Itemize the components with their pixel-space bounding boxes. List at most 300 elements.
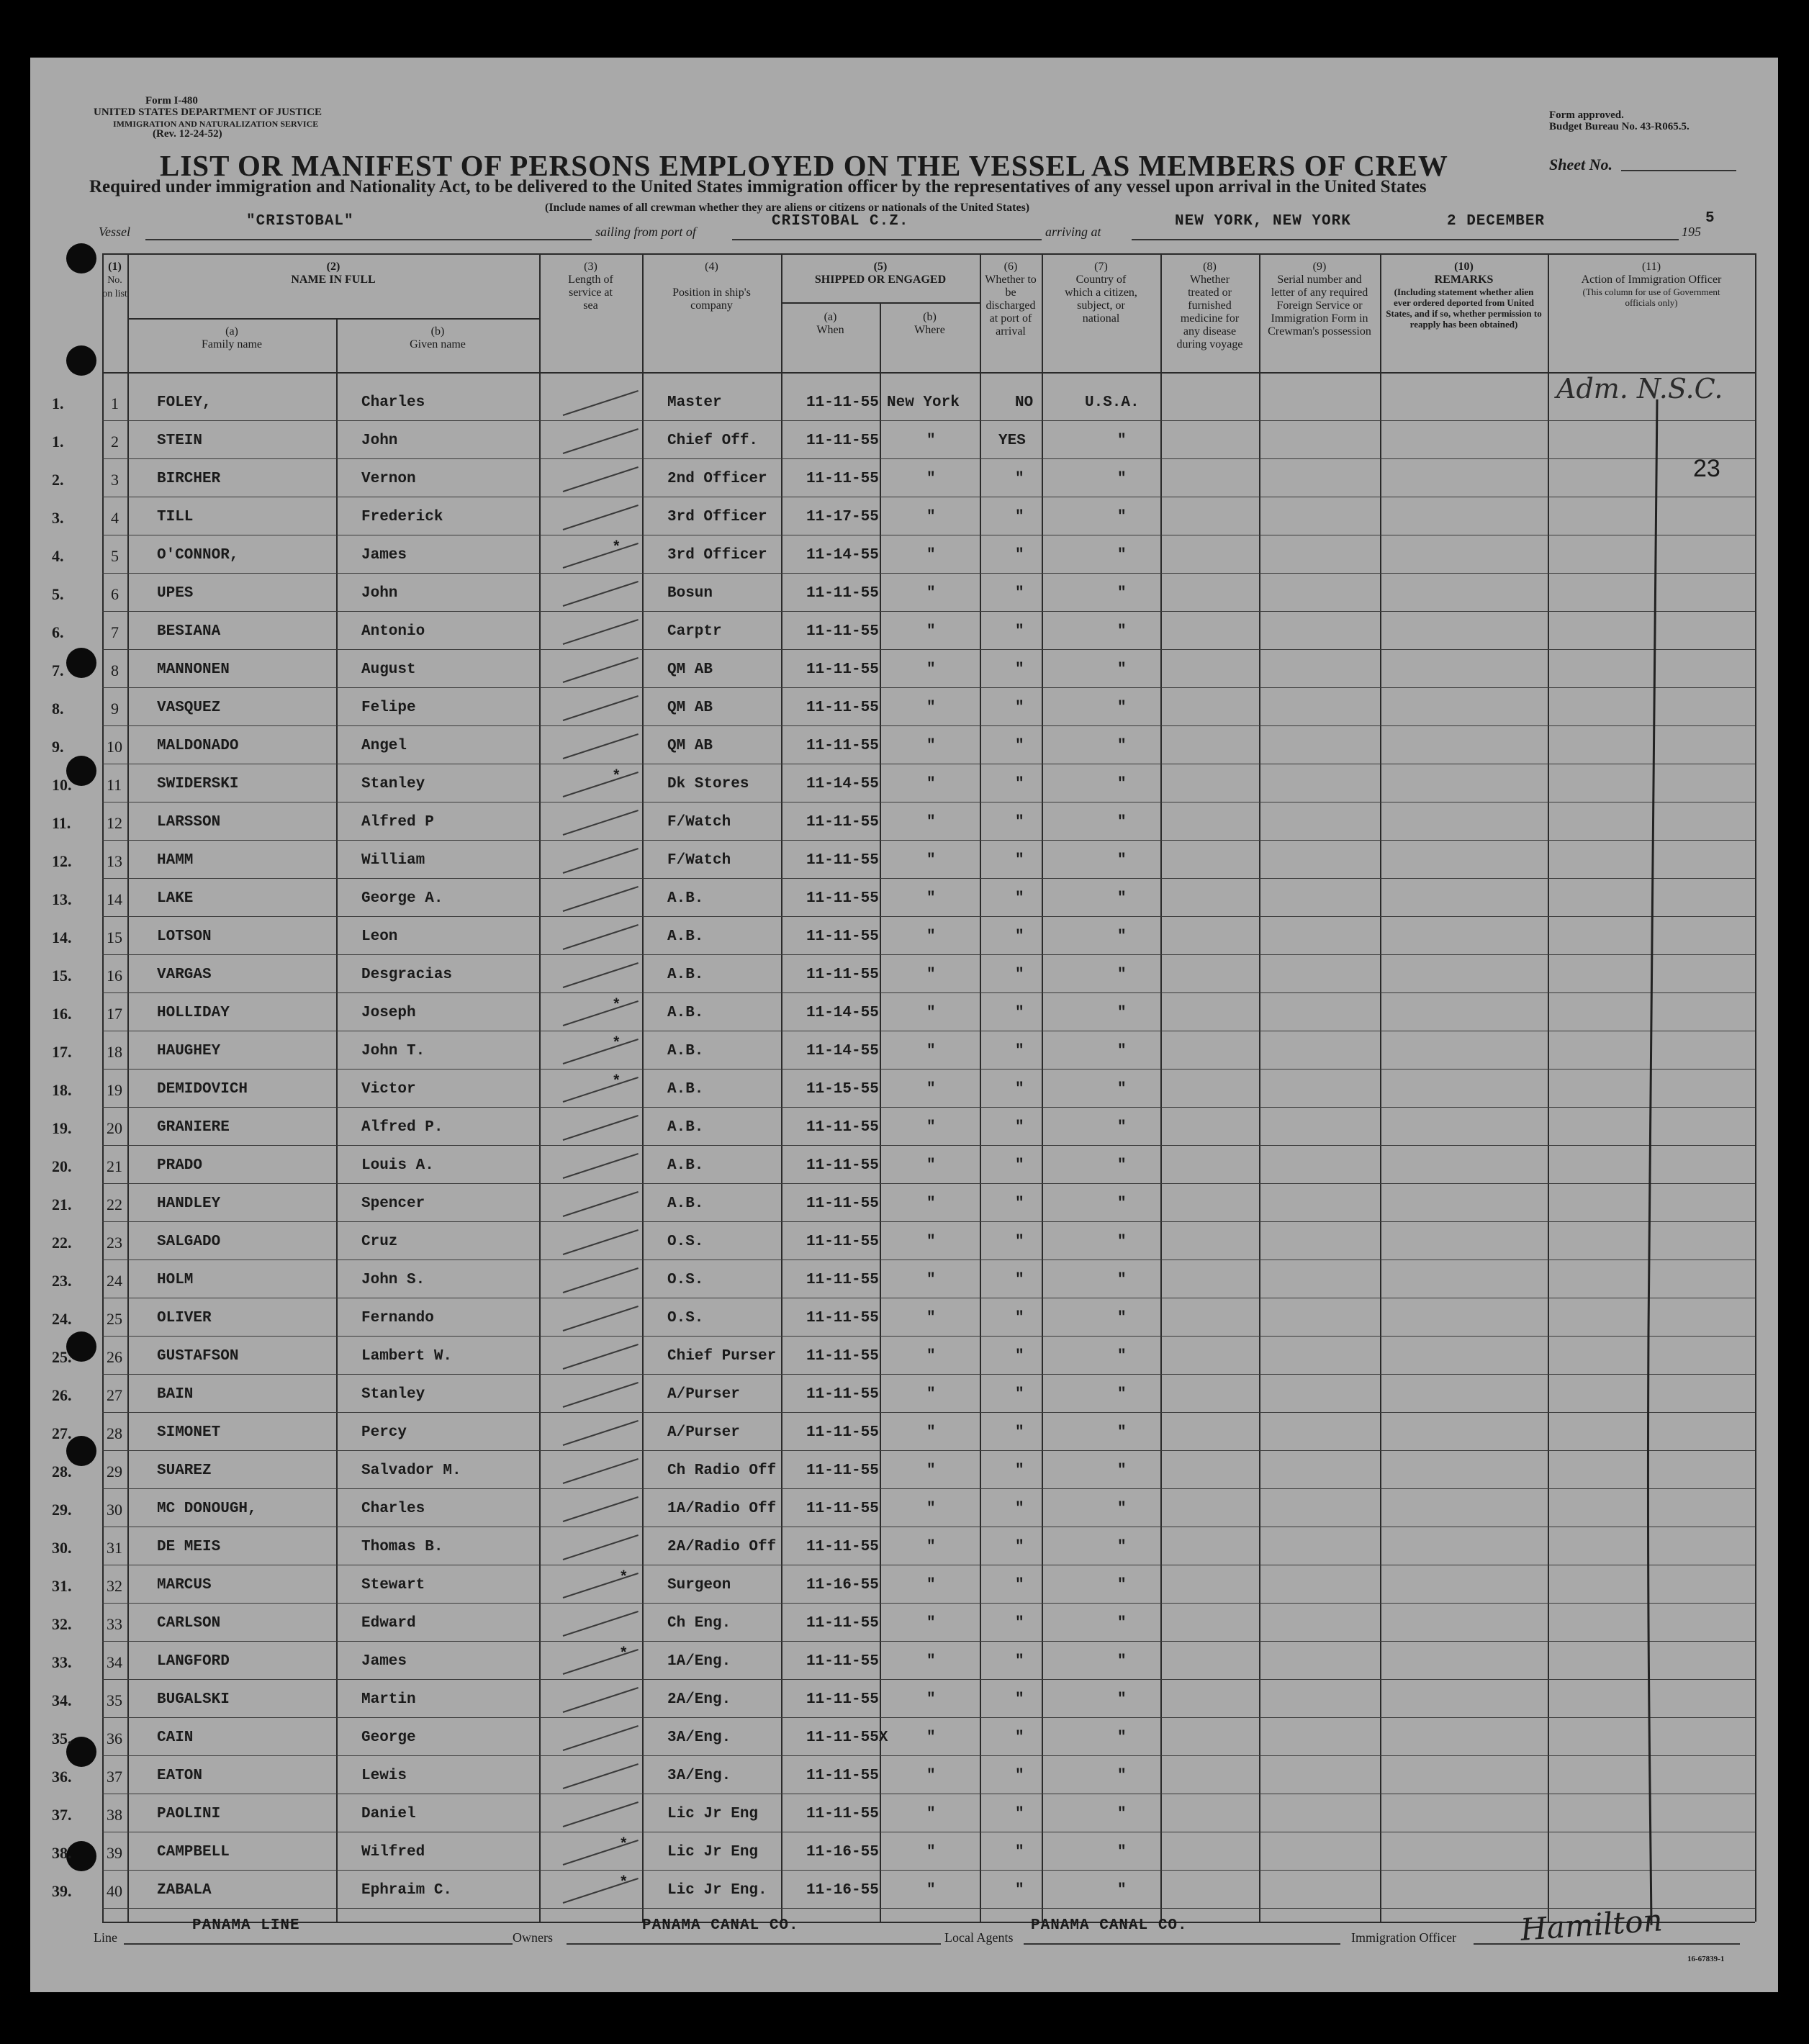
given-name: Angel [361,738,407,754]
position: Chief Off. [667,433,759,449]
table-row [30,1489,1755,1527]
row-index-prev: 34. [52,1691,72,1709]
pen-mark [563,695,639,721]
sailing-port: CRISTOBAL C.Z. [772,213,909,230]
position: O.S. [667,1310,704,1326]
shipped-where: " [926,1234,936,1250]
discharged: " [1015,1195,1024,1212]
discharged: " [1015,1081,1024,1098]
row-number: 6 [111,585,119,603]
pen-mark [563,1306,639,1331]
row-number: 2 [111,433,119,451]
row-number: 31 [107,1539,122,1557]
shipped-where: " [926,1157,936,1174]
given-name: Louis A. [361,1157,434,1174]
row-index-prev: 29. [52,1501,72,1519]
shipped-where: " [926,1005,936,1021]
pen-mark [563,1229,639,1255]
citizenship: " [1117,700,1127,716]
given-name: Alfred P [361,814,434,831]
citizenship: " [1117,1462,1127,1479]
officer-underline [1474,1943,1740,1945]
position: QM AB [667,738,713,754]
col6-header: (6) Whether to be discharged at port of arrival [985,261,1037,338]
given-name: John [361,585,398,602]
shipped-where: " [926,433,936,449]
row-index-prev: 26. [52,1386,72,1404]
table-row [30,535,1755,574]
row-number: 40 [107,1882,122,1900]
given-name: Antonio [361,623,425,640]
family-name: TILL [157,509,194,525]
shipped-when: 11-16-55 [806,1882,879,1899]
shipped-where: " [926,1043,936,1059]
shipped-where: " [926,547,936,564]
shipped-where: New York [887,394,960,411]
shipped-when: 11-11-55 [806,852,879,869]
pen-mark [563,619,639,645]
family-name: SALGADO [157,1234,221,1250]
col3-header: (3) Length of service at sea [568,261,613,312]
pen-mark [563,886,639,912]
arriving-label: arriving at [1045,225,1101,239]
position: O.S. [667,1272,704,1288]
family-name: MALDONADO [157,738,239,754]
table-row [30,1718,1755,1756]
table-row [30,1108,1755,1146]
family-name: BESIANA [157,623,221,640]
pen-mark [563,1191,639,1217]
shipped-when: 11-11-55 [806,1119,879,1136]
discharged: " [1015,1005,1024,1021]
row-number: 11 [107,776,122,794]
row-number: 7 [111,623,119,641]
given-name: Frederick [361,509,443,525]
shipped-where: " [926,1729,936,1746]
row-number: 27 [107,1386,122,1404]
manifest-sheet [30,58,1778,1992]
position: QM AB [667,700,713,716]
given-name: Spencer [361,1195,425,1212]
discharged: " [1015,1615,1024,1632]
discharged: " [1015,1310,1024,1326]
arriving-underline [1132,239,1679,240]
sheet-underline [1621,170,1736,171]
table-top-border [102,253,1755,255]
row-index-prev: 12. [52,852,72,870]
shipped-where: " [926,1653,936,1670]
asterisk-mark: * [619,1837,628,1853]
citizenship: " [1117,1272,1127,1288]
discharged: " [1015,852,1024,869]
table-row [30,1413,1755,1451]
include-note: (Include names of all crewman whether they are aliens or citizens or nationals of the United States) [545,202,1030,214]
asterisk-mark: * [612,769,621,785]
shipped-when: 11-11-55 [806,890,879,907]
table-row [30,726,1755,764]
given-name: Joseph [361,1005,416,1021]
citizenship: " [1117,1768,1127,1784]
table-row [30,841,1755,879]
shipped-where: " [926,1882,936,1899]
table-row [30,574,1755,612]
row-index-prev: 33. [52,1653,72,1671]
shipped-when: 11-11-55 [806,471,879,487]
position: 3A/Eng. [667,1768,731,1784]
citizenship: " [1117,1119,1127,1136]
table-row [30,1031,1755,1070]
pen-mark [563,1344,639,1370]
discharged: " [1015,471,1024,487]
shipped-when: 11-11-55 [806,1539,879,1555]
table-row [30,917,1755,955]
shipped-where: " [926,1081,936,1098]
row-number: 35 [107,1691,122,1709]
discharged: " [1015,1272,1024,1288]
col10-header: (10) REMARKS (Including statement whether alien ever ordered deported from United States, and if so, whether permission to reapply has been obtained) [1386,261,1542,330]
shipped-where: " [926,661,936,678]
shipped-when: 11-11-55 [806,700,879,716]
row-number: 22 [107,1195,122,1213]
shipped-where: " [926,1272,936,1288]
discharged: " [1015,547,1024,564]
row-number: 15 [107,928,122,946]
citizenship: " [1117,1806,1127,1822]
family-name: O'CONNOR, [157,547,239,564]
discharged: " [1015,1577,1024,1593]
table-row [30,1565,1755,1604]
table-bottom-border [102,1922,1755,1923]
citizenship: " [1117,1844,1127,1860]
citizenship: U.S.A. [1085,394,1140,411]
row-index-prev: 2. [52,471,64,489]
family-name: PAOLINI [157,1806,221,1822]
family-name: SIMONET [157,1424,221,1441]
row-index-prev: 8. [52,700,64,718]
citizenship: " [1117,1081,1127,1098]
shipped-when: 11-11-55 [806,433,879,449]
row-index-prev: 22. [52,1234,72,1252]
pen-mark [563,1725,639,1751]
discharged: " [1015,1882,1024,1899]
shipped-when: 11-11-55 [806,585,879,602]
shipped-when: 11-11-55 [806,623,879,640]
position: A.B. [667,1081,704,1098]
position: Bosun [667,585,713,602]
row-index-prev: 38. [52,1844,72,1862]
col2b-header: (b) Given name [410,325,466,351]
position: Chief Purser [667,1348,777,1365]
discharged: " [1015,890,1024,907]
col5a-header: (a) When [816,311,844,336]
row-number: 4 [111,509,119,527]
shipped-when: 11-11-55 [806,1310,879,1326]
discharged: " [1015,1729,1024,1746]
discharged: " [1015,1539,1024,1555]
vessel-label: Vessel [99,225,130,239]
citizenship: " [1117,1882,1127,1899]
shipped-where: " [926,738,936,754]
discharged: " [1015,1501,1024,1517]
row-index-prev: 23. [52,1272,72,1290]
shipped-when: 11-16-55 [806,1844,879,1860]
owners-value: PANAMA CANAL CO. [642,1917,799,1934]
position: A.B. [667,890,704,907]
position: Dk Stores [667,776,749,792]
owners-label: Owners [513,1930,553,1945]
shipped-when: 11-11-55 [806,1653,879,1670]
discharged: NO [1015,394,1034,411]
position: A/Purser [667,1386,740,1403]
given-name: Wilfred [361,1844,425,1860]
citizenship: " [1117,967,1127,983]
row-index-prev: 9. [52,738,64,756]
agents-label: Local Agents [944,1930,1014,1945]
position: 3A/Eng. [667,1729,731,1746]
position: Ch Radio Off [667,1462,777,1479]
shipped-where: " [926,890,936,907]
table-row [30,1527,1755,1565]
discharged: " [1015,1043,1024,1059]
family-name: HOLM [157,1272,194,1288]
row-index-prev: 20. [52,1157,72,1175]
row-rule [102,1908,1755,1909]
row-index-prev: 19. [52,1119,72,1137]
shipped-where: " [926,1501,936,1517]
pen-mark [563,1153,639,1179]
family-name: LOTSON [157,928,212,945]
citizenship: " [1117,1501,1127,1517]
shipped-where: " [926,967,936,983]
table-row [30,1604,1755,1642]
citizenship: " [1117,1348,1127,1365]
header-bottom-border [102,372,1755,374]
row-index-prev: 3. [52,509,64,527]
row-number: 30 [107,1501,122,1519]
row-index-prev: 27. [52,1424,72,1442]
table-row [30,1146,1755,1184]
position: QM AB [667,661,713,678]
page-title: LIST OR MANIFEST OF PERSONS EMPLOYED ON THE VESSEL AS MEMBERS OF CREW [160,149,1448,182]
family-name: ZABALA [157,1882,212,1899]
asterisk-mark: * [619,1646,628,1663]
row-index-prev: 14. [52,928,72,946]
row-index-prev: 7. [52,661,64,679]
table-row [30,764,1755,802]
row-index-prev: 39. [52,1882,72,1900]
row-number: 34 [107,1653,122,1671]
pen-mark [563,581,639,607]
row-index-prev: 31. [52,1577,72,1595]
approval-line [1628,396,1672,1929]
shipped-where: " [926,1691,936,1708]
row-number: 26 [107,1348,122,1366]
given-name: Stanley [361,1386,425,1403]
table-row [30,1756,1755,1794]
row-index-prev: 28. [52,1462,72,1480]
arrival-date: 2 DECEMBER [1447,213,1546,230]
table-row [30,1451,1755,1489]
shipped-when: 11-11-55 [806,1691,879,1708]
table-row [30,1260,1755,1298]
discharged: " [1015,776,1024,792]
row-number: 21 [107,1157,122,1175]
given-name: Alfred P. [361,1119,443,1136]
col1-header: (1) No. on list [102,261,127,299]
shipped-when: 11-11-55 [806,1348,879,1365]
col9-header: (9) Serial number and letter of any required Foreign Service or Immigration Form in Crewman's possession [1268,261,1371,338]
family-name: LANGFORD [157,1653,230,1670]
vessel-underline [145,239,592,240]
department: UNITED STATES DEPARTMENT OF JUSTICE [94,107,322,118]
discharged: " [1015,967,1024,983]
position: Master [667,394,722,411]
citizenship: " [1117,1729,1127,1746]
pen-mark [563,924,639,950]
pen-mark [563,1496,639,1522]
row-number: 38 [107,1806,122,1824]
family-name: SWIDERSKI [157,776,239,792]
position: Lic Jr Eng. [667,1882,767,1899]
family-name: LAKE [157,890,194,907]
table-row [30,1832,1755,1871]
shipped-where: " [926,700,936,716]
citizenship: " [1117,1386,1127,1403]
given-name: Daniel [361,1806,416,1822]
shipped-when: 11-11-55 [806,928,879,945]
asterisk-mark: * [612,1036,621,1052]
crew-count: 23 [1693,455,1720,482]
table-row [30,421,1755,459]
service: IMMIGRATION AND NATURALIZATION SERVICE [113,119,319,129]
position: Surgeon [667,1577,731,1593]
citizenship: " [1117,547,1127,564]
asterisk-mark: * [612,540,621,556]
shipped-when: 11-11-55 [806,1234,879,1250]
shipped-where: " [926,1195,936,1212]
given-name: John [361,433,398,449]
position: A.B. [667,1043,704,1059]
given-name: Lewis [361,1768,407,1784]
given-name: George [361,1729,416,1746]
shipped-when: 11-11-55 [806,1386,879,1403]
position: F/Watch [667,852,731,869]
position: F/Watch [667,814,731,831]
discharged: " [1015,928,1024,945]
table-row [30,1871,1755,1909]
position: 2nd Officer [667,471,767,487]
pen-mark [563,1115,639,1141]
row-index-prev: 1. [52,433,64,451]
position: Carptr [667,623,722,640]
table-row [30,1337,1755,1375]
punch-hole [66,243,96,273]
discharged: " [1015,1844,1024,1860]
citizenship: " [1117,1195,1127,1212]
shipped-when: 11-15-55 [806,1081,879,1098]
citizenship: " [1117,1043,1127,1059]
row-index-prev: 16. [52,1005,72,1023]
position: 1A/Eng. [667,1653,731,1670]
family-name: PRADO [157,1157,203,1174]
pen-mark [563,657,639,683]
shipped-when: 11-11-55 [806,1462,879,1479]
citizenship: " [1117,890,1127,907]
pen-mark [563,466,639,492]
col4-header: (4) Position in ship's company [672,261,751,312]
shipped-when: 11-11-55 [806,967,879,983]
row-index-prev: 10. [52,776,72,794]
row-index-prev: 35. [52,1729,72,1747]
family-name: EATON [157,1768,203,1784]
table-row [30,993,1755,1031]
row-index-prev: 37. [52,1806,72,1824]
vessel-name: "CRISTOBAL" [246,213,354,230]
discharged: " [1015,1424,1024,1441]
family-name: MARCUS [157,1577,212,1593]
given-name: Felipe [361,700,416,716]
table-row [30,688,1755,726]
citizenship: " [1117,1424,1127,1441]
shipped-when: 11-11-55 [806,1157,879,1174]
given-name: Stewart [361,1577,425,1593]
pen-mark [563,1534,639,1560]
given-name: Fernando [361,1310,434,1326]
discharged: " [1015,1462,1024,1479]
line-value: PANAMA LINE [192,1917,300,1934]
given-name: August [361,661,416,678]
shipped-when: 11-11-55 [806,1768,879,1784]
family-name: BIRCHER [157,471,221,487]
table-row [30,497,1755,535]
row-index-prev: 21. [52,1195,72,1213]
revision: (Rev. 12-24-52) [153,128,222,140]
asterisk-mark: * [612,998,621,1014]
pen-mark [563,505,639,530]
position: Ch Eng. [667,1615,731,1632]
row-number: 9 [111,700,119,718]
given-name: Cruz [361,1234,398,1250]
row-number: 18 [107,1043,122,1061]
citizenship: " [1117,1691,1127,1708]
discharged: " [1015,1234,1024,1250]
pen-mark [563,733,639,759]
shipped-when: 11-11-55 [806,814,879,831]
shipped-where: " [926,1310,936,1326]
row-number: 33 [107,1615,122,1633]
citizenship: " [1117,1234,1127,1250]
arriving-port: NEW YORK, NEW YORK [1175,213,1351,230]
given-name: Vernon [361,471,416,487]
family-name: HANDLEY [157,1195,221,1212]
family-name: MANNONEN [157,661,230,678]
family-name: VASQUEZ [157,700,221,716]
family-name: OLIVER [157,1310,212,1326]
given-name: John T. [361,1043,425,1059]
given-name: Ephraim C. [361,1882,453,1899]
given-name: Percy [361,1424,407,1441]
family-name: CAIN [157,1729,194,1746]
position: A.B. [667,1195,704,1212]
given-name: Lambert W. [361,1348,453,1365]
shipped-when: 11-11-55 [806,1615,879,1632]
citizenship: " [1117,1577,1127,1593]
name-subheader-line [127,318,539,320]
discharged: YES [998,433,1026,449]
shipped-where: " [926,1119,936,1136]
form-number: Form I-480 [145,95,198,107]
family-name: GRANIERE [157,1119,230,1136]
